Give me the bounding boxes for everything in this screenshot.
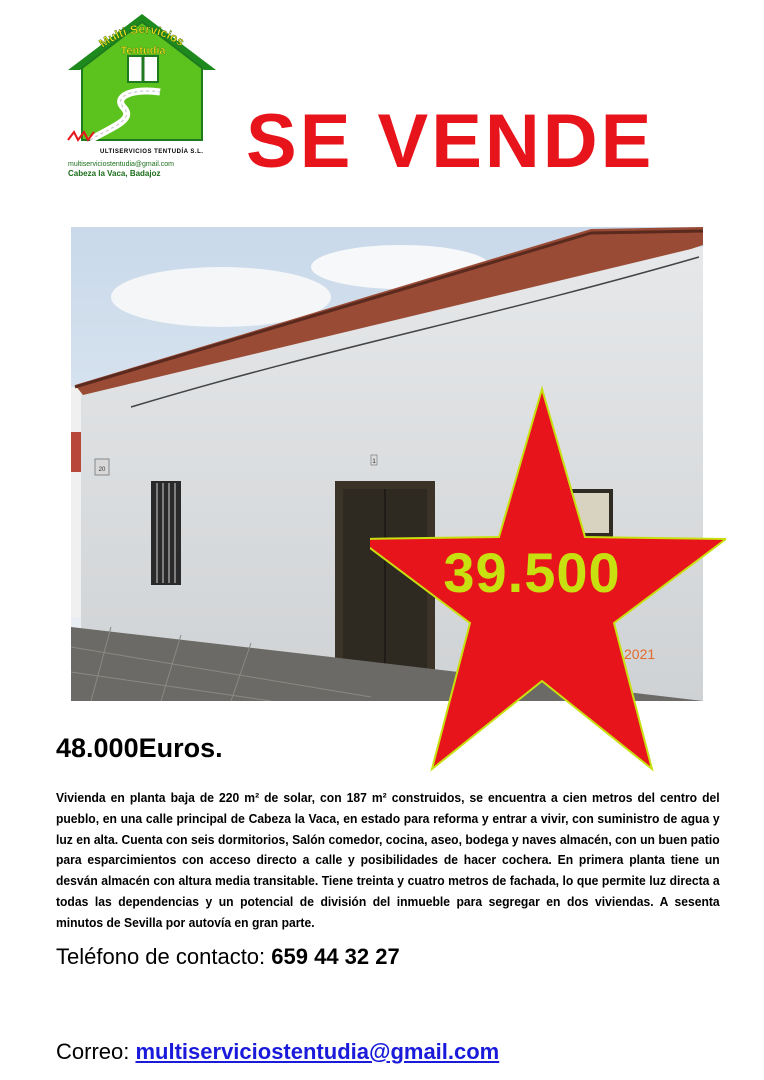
offer-price: 39.500 — [443, 541, 621, 604]
property-description: Vivienda en planta baja de 220 m² de solar, con 187 m² construidos, se encuentra a cien metros del centro del pueblo, en una calle principal de Cabeza la Vaca, en estado para reforma y entrar a vivir, con suministro de agua y luz en alta. Cuenta con seis dormitorios, Salón comedor, cocina, aseo, bodega y naves almacén, con un buen patio para esparcimientos con acceso directo a calle y posibilidades de hacer cochera. En primera planta tiene un desván almacén con altura media transitable. Tiene treinta y cuatro metros de fachada, lo que permite luz directa a todas las dependencias y un potencial de división del inmueble para segregar en dos viviendas. A sesenta minutos de Sevilla por autovía en gran parte. — [56, 790, 720, 930]
email-label: Correo: — [56, 1039, 136, 1064]
headline-se-vende: SE VENDE — [246, 99, 655, 184]
email-link[interactable]: multiserviciostentudia@gmail.com — [135, 1039, 500, 1064]
photo-year: 2021 — [624, 646, 656, 662]
phone-number: 659 44 32 27 — [271, 944, 400, 969]
company-logo — [64, 8, 224, 178]
house-logo-icon — [64, 8, 224, 148]
original-price: 48.000Euros. — [56, 733, 223, 763]
logo-arc-text: Multi Servicios — [96, 21, 187, 51]
logo-name-text: Tentudia — [120, 45, 166, 57]
house-number: 1 — [372, 459, 376, 465]
contact-phone — [56, 944, 400, 970]
logo-email: multiserviciostentudia@gmail.com — [68, 161, 174, 168]
house-plaque: 20 — [98, 467, 106, 473]
logo-company-name: ULTISERVICIOS TENTUDÍA S.L. — [100, 149, 204, 155]
phone-label: Teléfono de contacto: — [56, 944, 272, 969]
logo-town: Cabeza la Vaca, Badajoz — [68, 169, 161, 178]
contact-email — [56, 1039, 499, 1065]
